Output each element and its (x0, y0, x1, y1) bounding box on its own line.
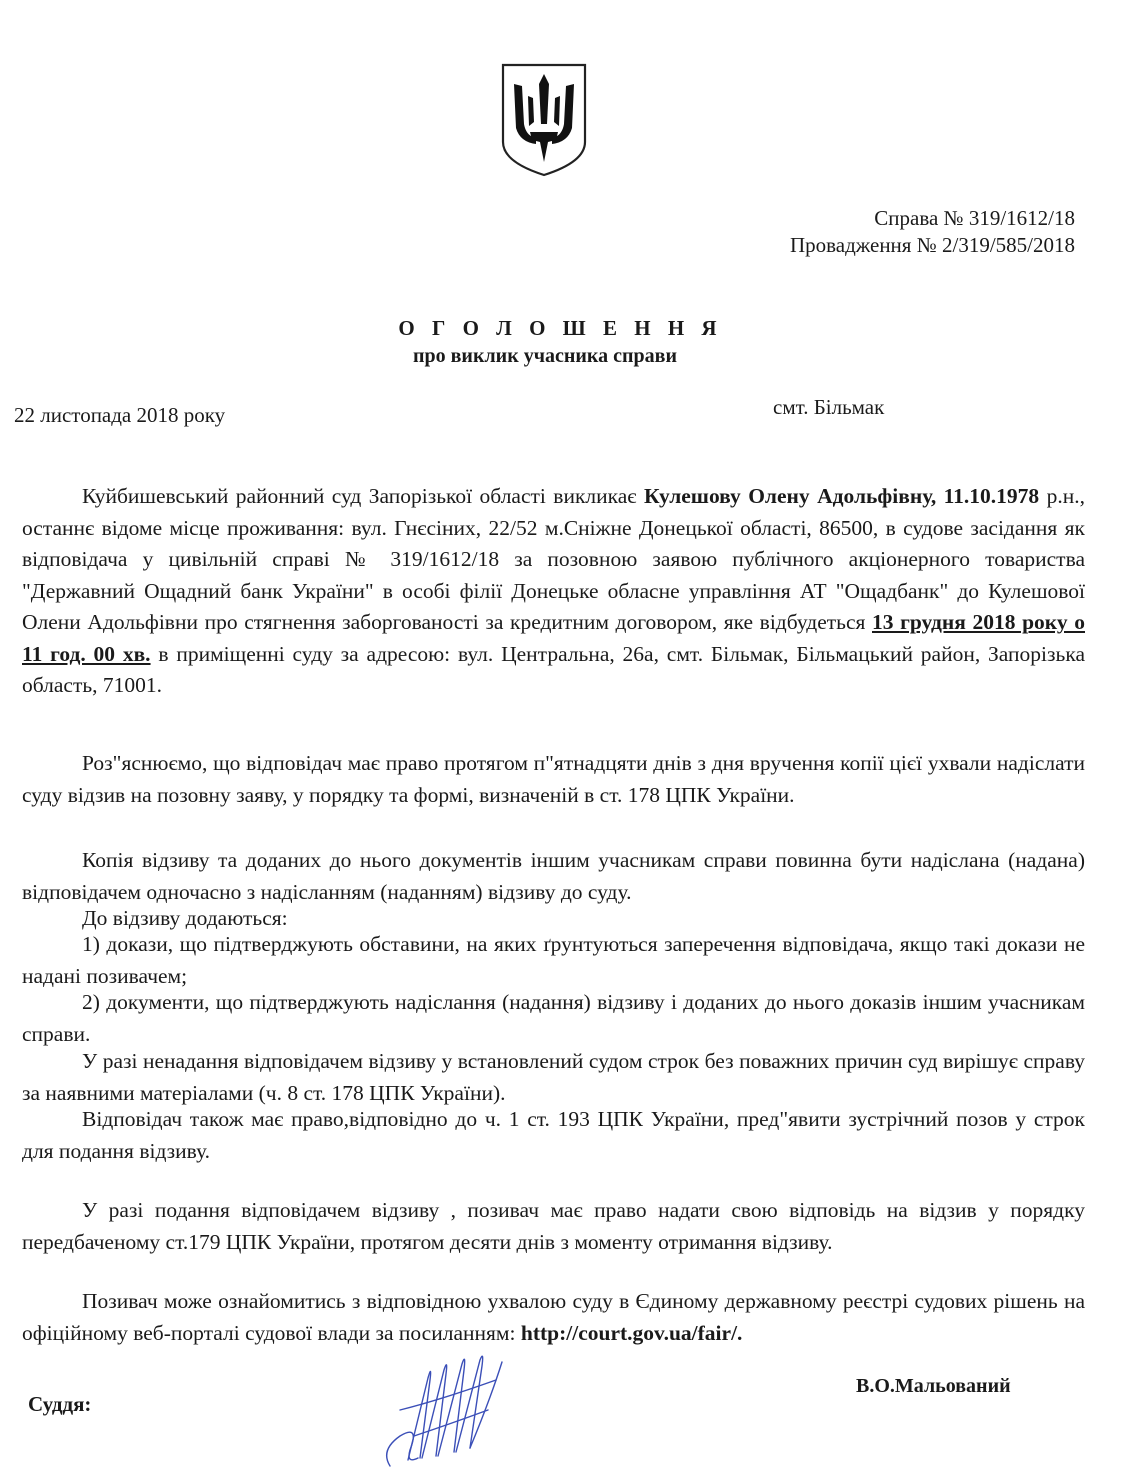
registry-text: Позивач може ознайомитись з відповідною ухвалою суду в Єдиному державному реєстрі судових рішень на офіційному веб-порталі судової влади за посиланням: (22, 1289, 1085, 1345)
paragraph-copy-response: Копія відзиву та доданих до нього документів іншим учасникам справи повинна бути надіслана (надана) відповідачем одночасно з надісланням (наданням) відзиву до суду. (22, 848, 1085, 904)
paragraph-attachment-2: 2) документи, що підтверджують надіслання (надання) відзиву і доданих до нього доказів іншим учасникам справи. (22, 990, 1085, 1046)
coat-of-arms-icon (500, 62, 588, 178)
document-title: О Г О Л О Ш Е Н Н Я (398, 316, 723, 340)
paragraph-summons (22, 481, 1085, 702)
paragraph-reply: У разі подання відповідачем відзиву , позивач має право надати свою відповідь на відзив у порядку передбаченому ст.179 ЦПК України, протягом десяти днів з моменту отримання відзиву. (22, 1198, 1085, 1254)
hearing-datetime: 13 грудня 2018 року о 11 год. 00 хв. (22, 610, 1085, 666)
case-number: Справа № 319/1612/18 (874, 206, 1075, 230)
paragraph-registry (22, 1286, 1085, 1349)
summons-text-a: Куйбишевський районний суд Запорізької області викликає (82, 484, 644, 508)
respondent-name: Кулешову Олену Адольфівну, 11.10.1978 (643, 484, 1040, 508)
registry-link[interactable]: http://court.gov.ua/fair/. (520, 1320, 743, 1345)
document-subtitle: про виклик учасника справи (412, 345, 678, 367)
paragraph-response-right: Роз"яснюємо, що відповідач має право протягом п"ятнадцяти днів з дня вручення копії цієї ухвали надіслати суду відзив на позовну заяву, у порядку та формі, визначеній в ст. 178 ЦПК України. (22, 751, 1085, 807)
signature-icon (370, 1340, 520, 1474)
summons-text-c: в приміщенні суду за адресою: вул. Центральна, 26а, смт. Більмак, Більмацький район, Запорізька область, 71001. (22, 641, 1085, 697)
paragraph-counterclaim: Відповідач також має право,відповідно до ч. 1 ст. 193 ЦПК України, пред"явити зустрічний позов у строк для подання відзиву. (22, 1107, 1085, 1163)
paragraph-no-response: У разі ненадання відповідачем відзиву у встановлений судом строк без поважних причин суд вирішує справу за наявними матеріалами (ч. 8 ст. 178 ЦПК України). (22, 1049, 1085, 1105)
proceeding-number: Провадження № 2/319/585/2018 (789, 233, 1075, 257)
judge-name: В.О.Мальований (856, 1375, 1011, 1397)
paragraph-attachments-heading: До відзиву додаються: (82, 906, 288, 930)
summons-text-b: р.н., останнє відоме місце проживання: вул. Гнєсіних, 22/52 м.Сніжне Донецької області, 86500, в судове засідання як відповідача у цивільній справі № 319/1612/18 за позовною заявою публічного акціонерного товариства "Державний Ощадний банк України" в особі філії Донецьке обласне управління АТ "Ощадбанк" до Кулешової Олени Адольфівни про стягнення заборгованості за кредитним договором, яке відбудеться (22, 484, 1085, 634)
document-place: смт. Більмак (773, 395, 885, 419)
judge-label: Суддя: (28, 1392, 92, 1416)
document-date: 22 листопада 2018 року (14, 403, 226, 427)
paragraph-attachment-1: 1) докази, що підтверджують обставини, на яких ґрунтуються заперечення відповідача, якщо такі докази не надані позивачем; (22, 932, 1085, 988)
